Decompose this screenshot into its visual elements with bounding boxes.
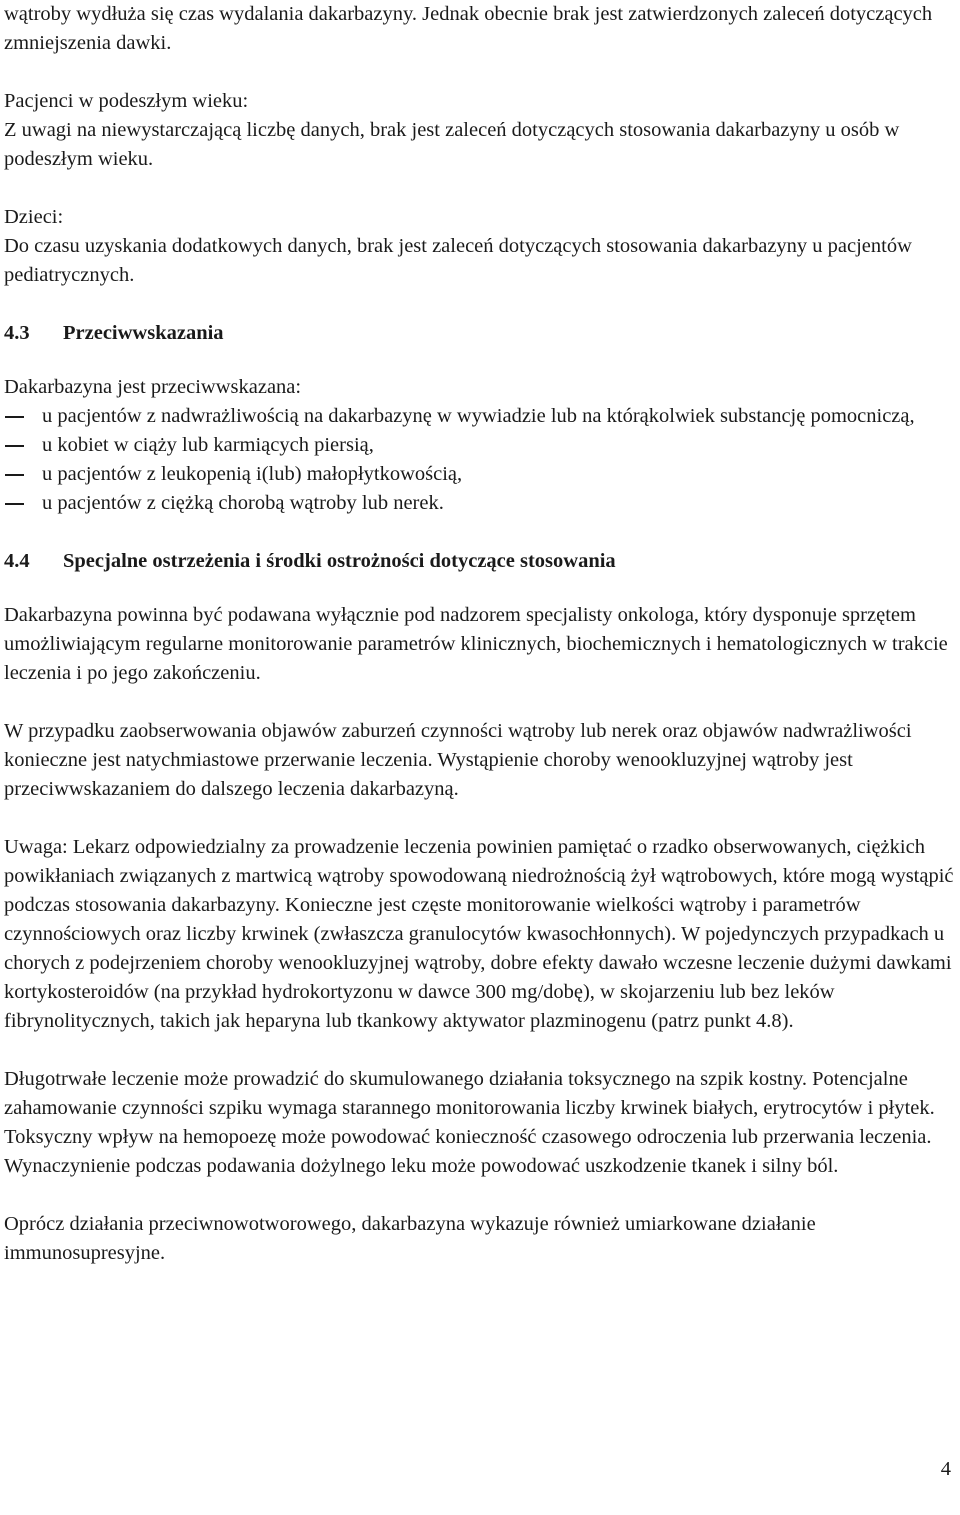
list-item: u kobiet w ciąży lub karmiących piersią, — [4, 431, 954, 460]
contraindications-list — [4, 402, 954, 518]
section-4-4-number: 4.4 — [4, 550, 30, 572]
elderly-block — [4, 87, 954, 174]
list-item: u pacjentów z ciężką chorobą wątroby lub nerek. — [4, 489, 954, 518]
warnings-paragraph-4: Długotrwałe leczenie może prowadzić do skumulowanego działania toksycznego na szpik kostny. Potencjalne zahamowanie czynności szpiku wymaga starannego monitorowania liczby krwinek białych, erytrocytów i płytek. Toksyczny wpływ na hemopoezę może powodować konieczność czasowego odroczenia lub przerwania leczenia. — [4, 1068, 935, 1148]
elderly-text: Z uwagi na niewystarczającą liczbę danych, brak jest zaleceń dotyczących stosowania dakarbazyny u osób w podeszłym wieku. — [4, 119, 900, 170]
children-text: Do czasu uzyskania dodatkowych danych, brak jest zaleceń dotyczących stosowania dakarbazyny u pacjentów pediatrycznych. — [4, 235, 912, 286]
section-4-4-title: Specjalne ostrzeżenia i środki ostrożności dotyczące stosowania — [63, 550, 616, 572]
list-item: u pacjentów z nadwrażliwością na dakarbazynę w wywiadzie lub na którąkolwiek substancję pomocniczą, — [4, 402, 954, 431]
section-4-3-heading — [4, 319, 954, 348]
elderly-label: Pacjenci w podeszłym wieku: — [4, 90, 249, 112]
warnings-paragraph-6: Oprócz działania przeciwnowotworowego, dakarbazyna wykazuje również umiarkowane działanie immunosupresyjne. — [4, 1213, 816, 1264]
warnings-paragraph-1: Dakarbazyna powinna być podawana wyłącznie pod nadzorem specjalisty onkologa, który dysponuje sprzętem umożliwiającym regularne monitorowanie parametrów klinicznych, biochemicznych i hematologicznych w trakcie leczenia i po jego zakończeniu. — [4, 604, 948, 684]
document-page — [4, 0, 954, 1268]
children-block — [4, 203, 954, 290]
warnings-paragraph-2: W przypadku zaobserwowania objawów zaburzeń czynności wątroby lub nerek oraz objawów nadwrażliwości konieczne jest natychmiastowe przerwanie leczenia. Wystąpienie choroby wenookluzyjnej wątroby jest przeciwwskazaniem do dalszego leczenia dakarbazyną. — [4, 720, 912, 800]
page-number: 4 — [940, 1458, 951, 1480]
section-4-3-number: 4.3 — [4, 322, 30, 344]
intro-paragraph: wątroby wydłuża się czas wydalania dakarbazyny. Jednak obecnie brak jest zatwierdzonych zaleceń dotyczących zmniejszenia dawki. — [4, 3, 933, 54]
section-4-4-heading — [4, 547, 954, 576]
warnings-paragraph-5: Wynaczynienie podczas podawania dożylnego leku może powodować uszkodzenie tkanek i silny ból. — [4, 1155, 839, 1177]
contraindications-intro: Dakarbazyna jest przeciwwskazana: — [4, 376, 302, 398]
list-item: u pacjentów z leukopenią i(lub) małopłytkowością, — [4, 460, 954, 489]
children-label: Dzieci: — [4, 206, 64, 228]
warnings-paragraph-3: Uwaga: Lekarz odpowiedzialny za prowadzenie leczenia powinien pamiętać o rzadko obserwowanych, ciężkich powikłaniach związanych z martwicą wątroby spowodowaną niedrożnością żył wątrobowych, które mogą wystąpić podczas stosowania dakarbazyny. Konieczne jest częste monitorowanie wielkości wątroby i parametrów czynnościowych oraz liczby krwinek (zwłaszcza granulocytów kwasochłonnych). W pojedynczych przypadkach u chorych z podejrzeniem choroby wenookluzyjnej wątroby, dobre efekty dawało wczesne leczenie dużymi dawkami kortykosteroidów (na przykład hydrokortyzonu w dawce 300 mg/dobę), w skojarzeniu lub bez leków fibrynolitycznych, takich jak heparyna lub tkankowy aktywator plazminogenu (patrz punkt 4.8). — [4, 836, 954, 1032]
section-4-3-title: Przeciwwskazania — [63, 322, 224, 344]
